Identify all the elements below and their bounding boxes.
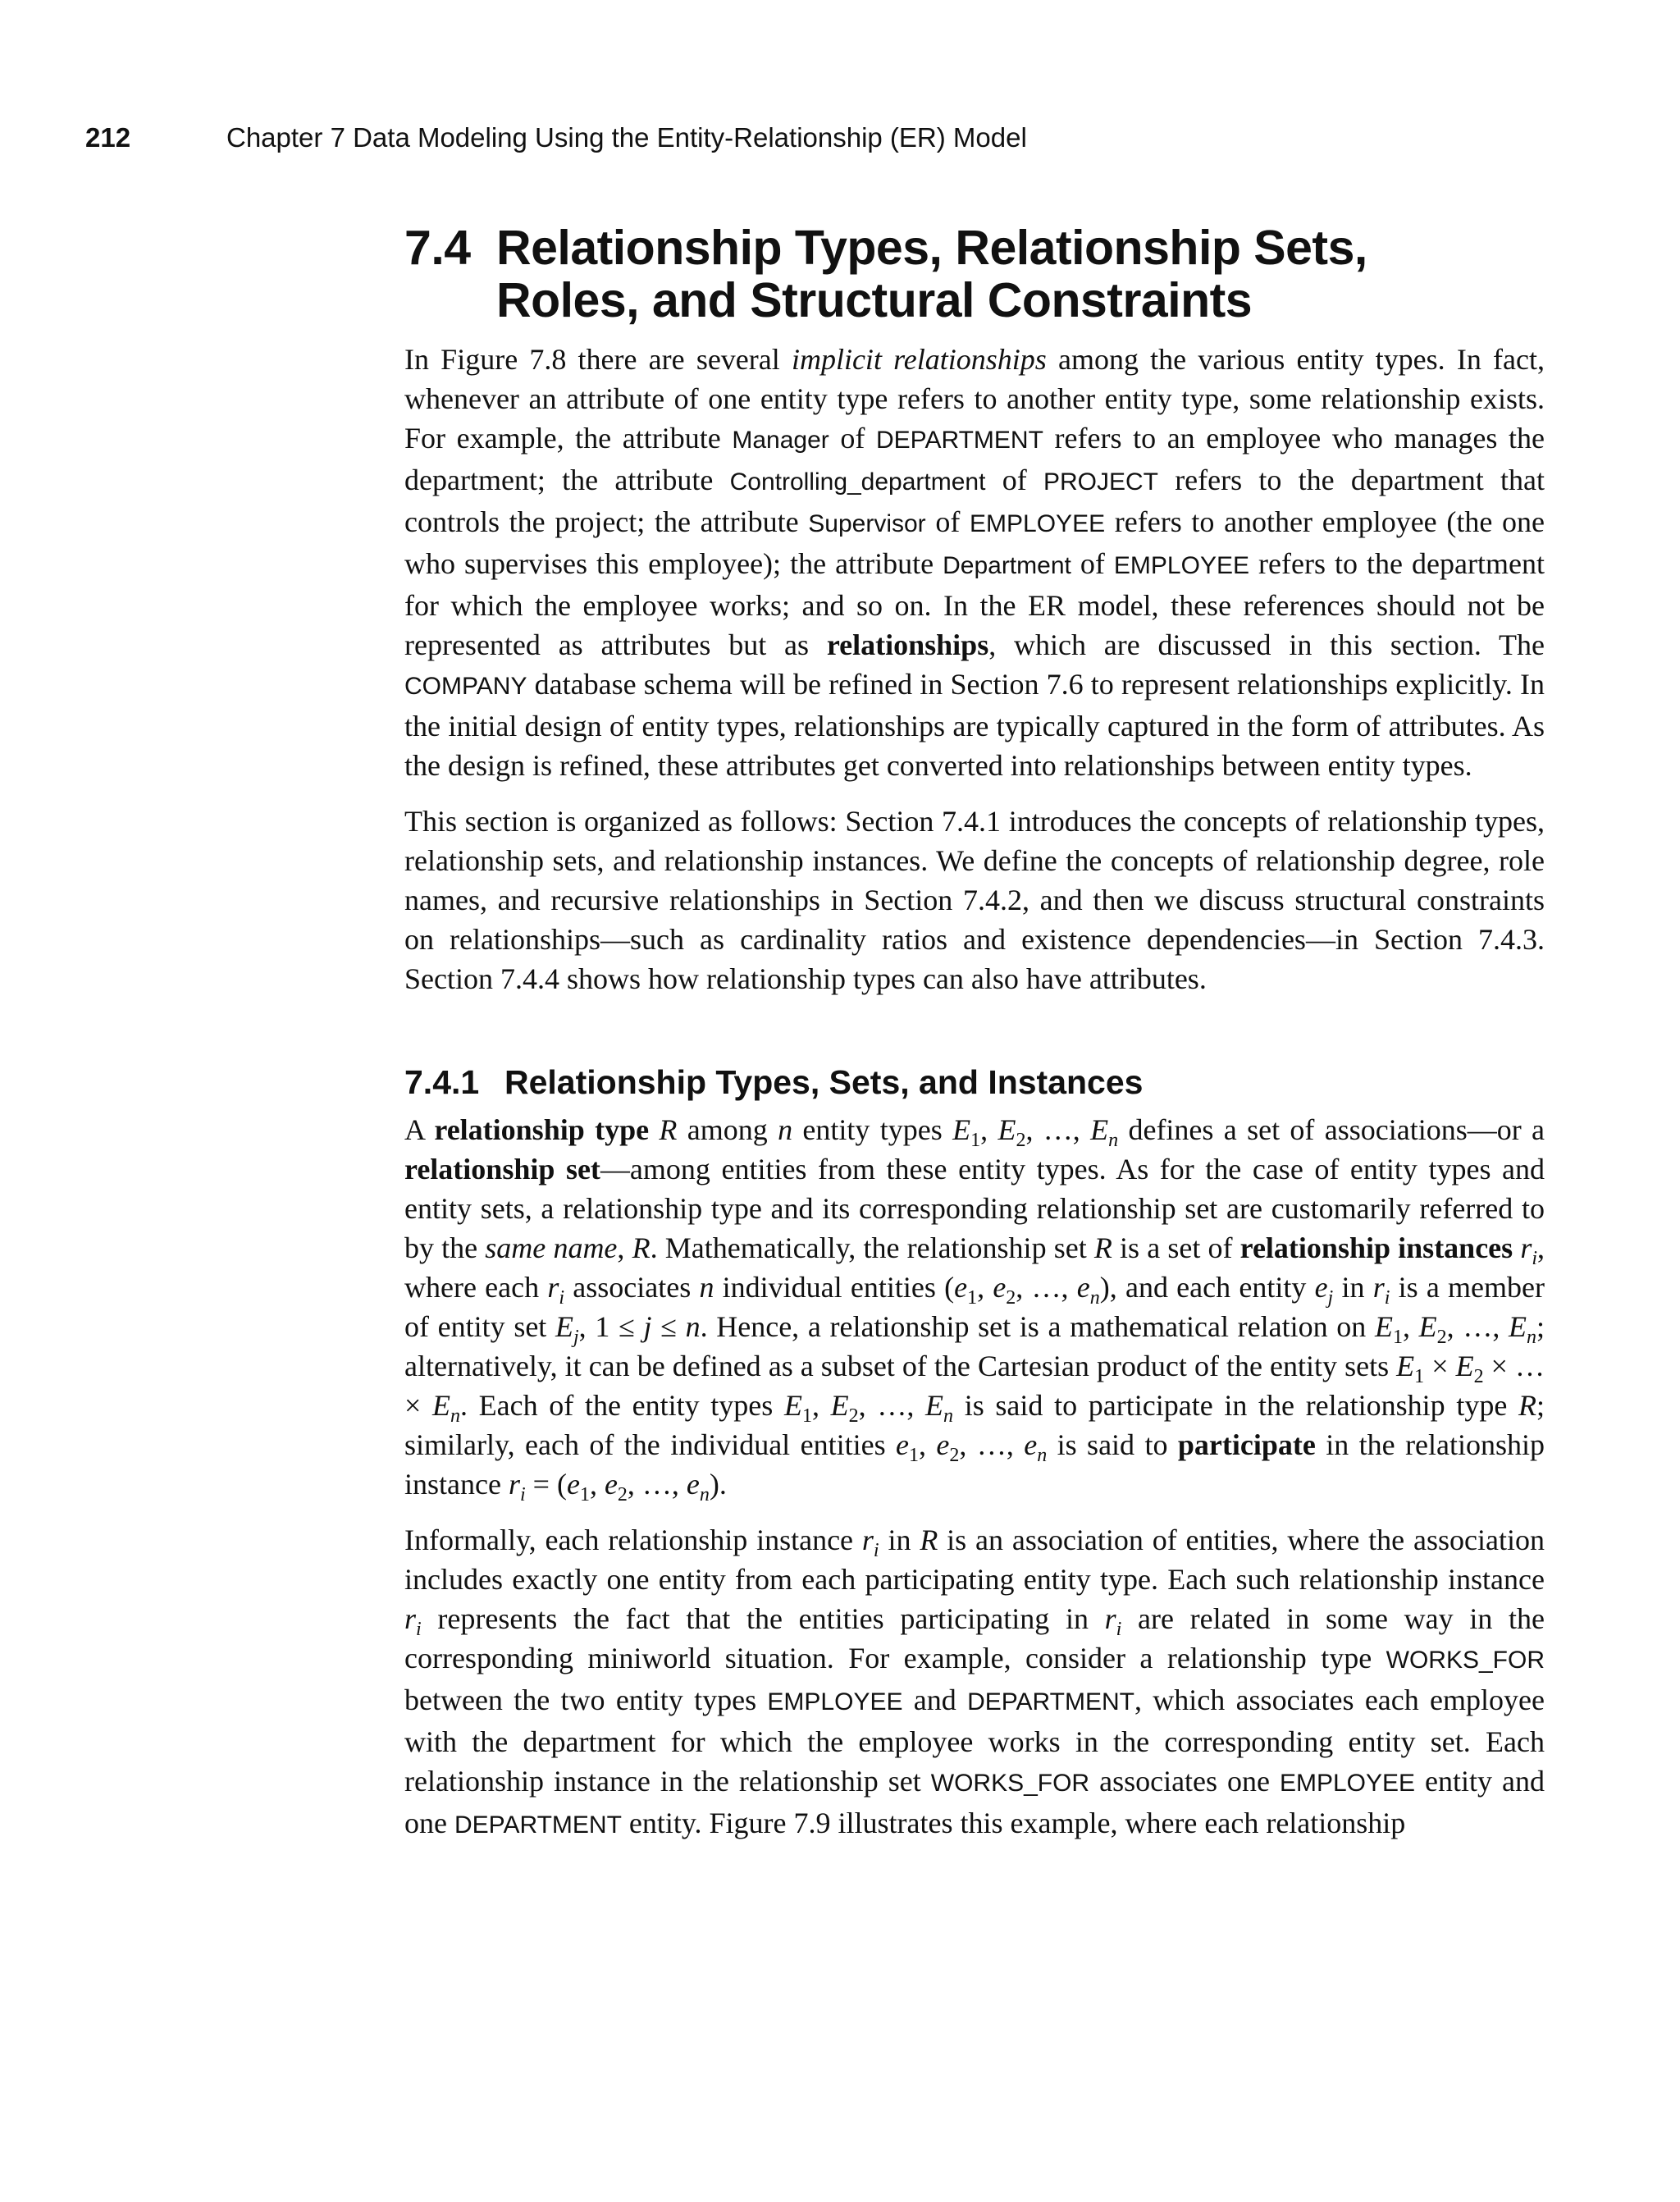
page-number: 212 — [85, 122, 131, 153]
section-title-line1: Relationship Types, Relationship Sets, — [496, 221, 1367, 275]
main-content — [404, 222, 1545, 1862]
subsection-heading — [404, 1061, 1545, 1103]
subsection-title: Relationship Types, Sets, and Instances — [504, 1063, 1144, 1101]
section-title-line2: Roles, and Structural Constraints — [496, 273, 1253, 327]
chapter-title: Chapter 7 Data Modeling Using the Entity-Relationship (ER) Model — [226, 122, 1027, 153]
section-heading — [404, 222, 1545, 327]
section-number: 7.4 — [404, 221, 471, 275]
paragraph-intro: In Figure 7.8 there are several implicit relationships among the various entity types. In fact, whenever an attribute of one entity type refers to another entity type, some relationship exists. For example, the attribute Manager of DEPARTMENT refers to an employee who manages the department; the attribute Controlling_department of PROJECT refers to the department that controls the project; the attribute Supervisor of EMPLOYEE refers to another employee (the one who supervises this employee); the attribute Department of EMPLOYEE refers to the department for which the employee works; and so on. In the ER model, these references should not be represented as attributes but as relationships, which are discussed in this section. The COMPANY database schema will be refined in Section 7.6 to represent relationships explicitly. In the initial design of entity types, relationships are typically captured in the form of attributes. As the design is refined, these attributes get converted into relationships between entity types. — [404, 343, 1545, 782]
paragraph-definition: A relationship type R among n entity types $E_1$, $E_2$, …, $E_n$ defines a set of associations—or a relationship set—among entities from these entity types. As for the case of entity types and entity sets, a relationship type and its corresponding relationship set are customarily referred to by the same name, R. Mathematically, the relationship set R is a set of relationship instances $r_i$, where each $r_i$ associates n individual entities ($e_1$, $e_2$, …, $e_n$), and each entity $e_j$ in $r_i$ is a member of entity set $E_j$, 1 ≤ j ≤ n. Hence, a relationship set is a mathematical relation on $E_1$, $E_2$, …, $E_n$; alternatively, it can be defined as a subset of the Cartesian product of the entity sets $E_1 \times E_2$ × … × $E_n$. Each of the entity types $E_1$, $E_2$, …, $E_n$ is said to participate in the relationship type R; similarly, each of the individual entities $e_1$, $e_2$, …, $e_n$ is said to participate in the relationship instance $r_i = (e_1$, $e_2$, …, $e_n$). — [404, 1113, 1545, 1506]
running-head — [85, 117, 1027, 158]
subsection-number: 7.4.1 — [404, 1063, 480, 1101]
paragraph-organization: This section is organized as follows: Section 7.4.1 introduces the concepts of relationship types, relationship sets, and relationship instances. We define the concepts of relationship degree, role names, and recursive relationships in Section 7.4.2, and then we discuss structural constraints on relationships—such as cardinality ratios and existence dependencies—in Section 7.4.3. Section 7.4.4 shows how relationship types can also have attributes. — [404, 805, 1545, 995]
paragraph-informal: Informally, each relationship instance $r_i$ in R is an association of entities, where the association includes exactly one entity from each participating entity type. Each such relationship instance $r_i$ represents the fact that the entities participating in $r_i$ are related in some way in the corresponding miniworld situation. For example, consider a relationship type WORKS_FOR between the two entity types EMPLOYEE and DEPARTMENT, which associates each employee with the department for which the employee works in the corresponding entity set. Each relationship instance in the relationship set WORKS_FOR associates one EMPLOYEE entity and one DEPARTMENT entity. Figure 7.9 illustrates this example, where each relationship — [404, 1524, 1545, 1839]
